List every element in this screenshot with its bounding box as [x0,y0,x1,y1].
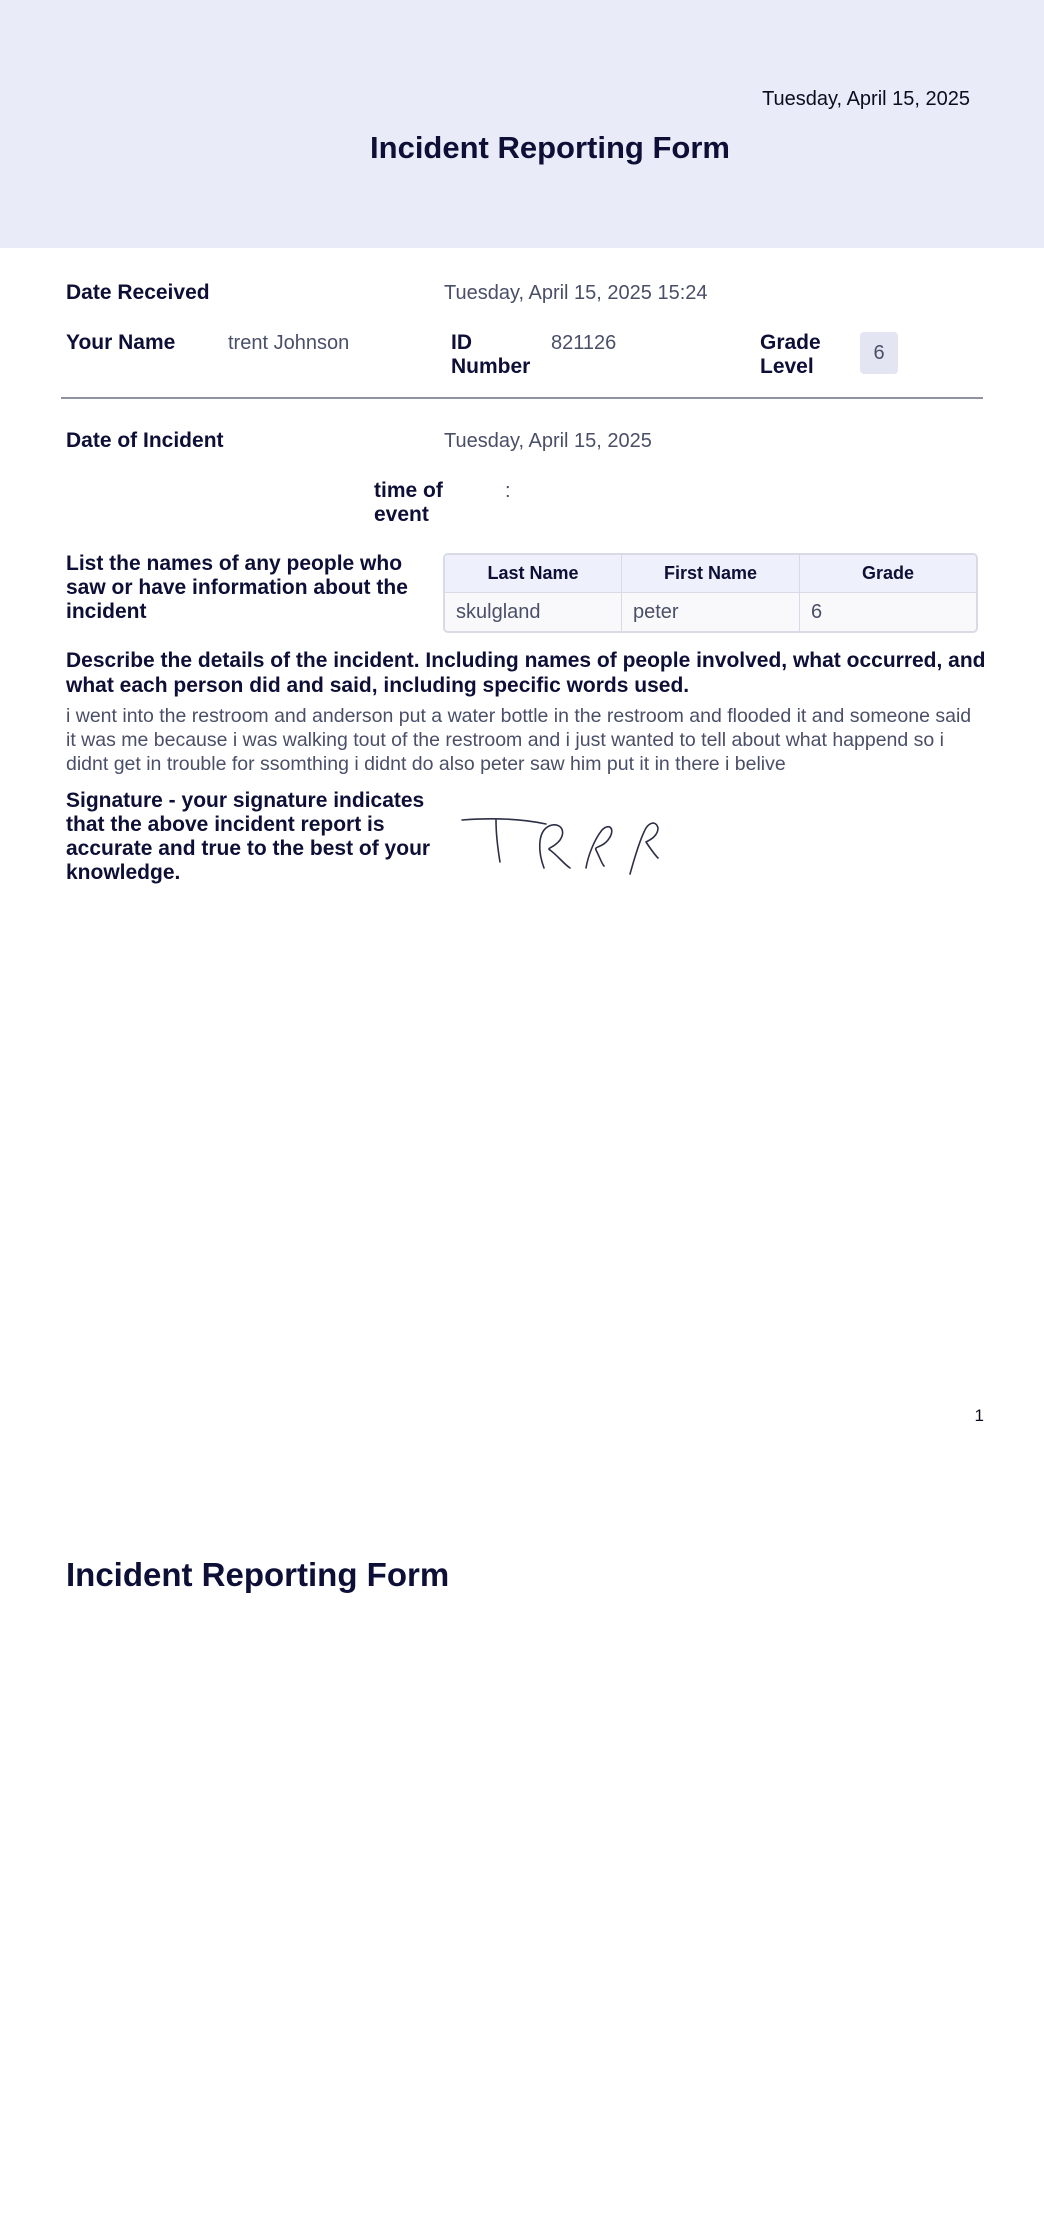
column-header-grade: Grade [800,555,976,593]
grade-level-label [760,331,821,379]
witnesses-table-header-row [445,555,976,593]
witnesses-label: List the names of any people who saw or have information about the incident [66,552,408,623]
id-label-line1: ID [451,331,472,354]
incident-details-label: Describe the details of the incident. Including names of people involved, what occurred, and what each person did and said, including specific words used. [66,649,986,697]
id-number-label [451,331,530,379]
your-name-label: Your Name [66,331,176,354]
id-label-line2: Number [451,355,531,378]
witness-first-name: peter [622,593,800,631]
section-divider [61,397,983,399]
table-row [445,593,976,631]
date-received-label: Date Received [66,281,210,304]
witness-last-name: skulgland [445,593,622,631]
your-name-value: trent Johnson [228,332,350,354]
witnesses-table [443,553,978,633]
signature-label: Signature - your signature indicates that the above incident report is accurate and true to the best of your knowledge. [66,789,431,884]
date-received-value: Tuesday, April 15, 2025 15:24 [444,282,708,304]
page-number: 1 [974,1406,984,1425]
page-title: Incident Reporting Form [370,130,730,165]
grade-level-value: 6 [860,332,898,374]
signature-image [458,810,668,880]
time-label-line1: time of [374,479,443,502]
time-label-line2: event [374,503,429,526]
column-header-first-name: First Name [622,555,800,593]
id-number-value: 821126 [551,332,617,354]
date-of-incident-value: Tuesday, April 15, 2025 [444,430,652,452]
incident-details-value: i went into the restroom and anderson put a water bottle in the restroom and flooded it and someone said it was me because i was walking tout of the restroom and i just wanted to tell about what happend so i didnt get in trouble for ssomthing i didnt do also peter saw him put it in there i belive [66,705,972,775]
date-of-incident-label: Date of Incident [66,429,224,452]
header-date: Tuesday, April 15, 2025 [762,88,970,110]
time-of-event-label [374,479,443,527]
column-header-last-name: Last Name [445,555,622,593]
page-2-title: Incident Reporting Form [66,1556,450,1593]
time-of-event-value: : [505,480,511,502]
header-band [0,0,1044,248]
grade-label-line2: Level [760,355,814,378]
grade-label-line1: Grade [760,331,821,354]
witness-grade: 6 [800,593,976,631]
